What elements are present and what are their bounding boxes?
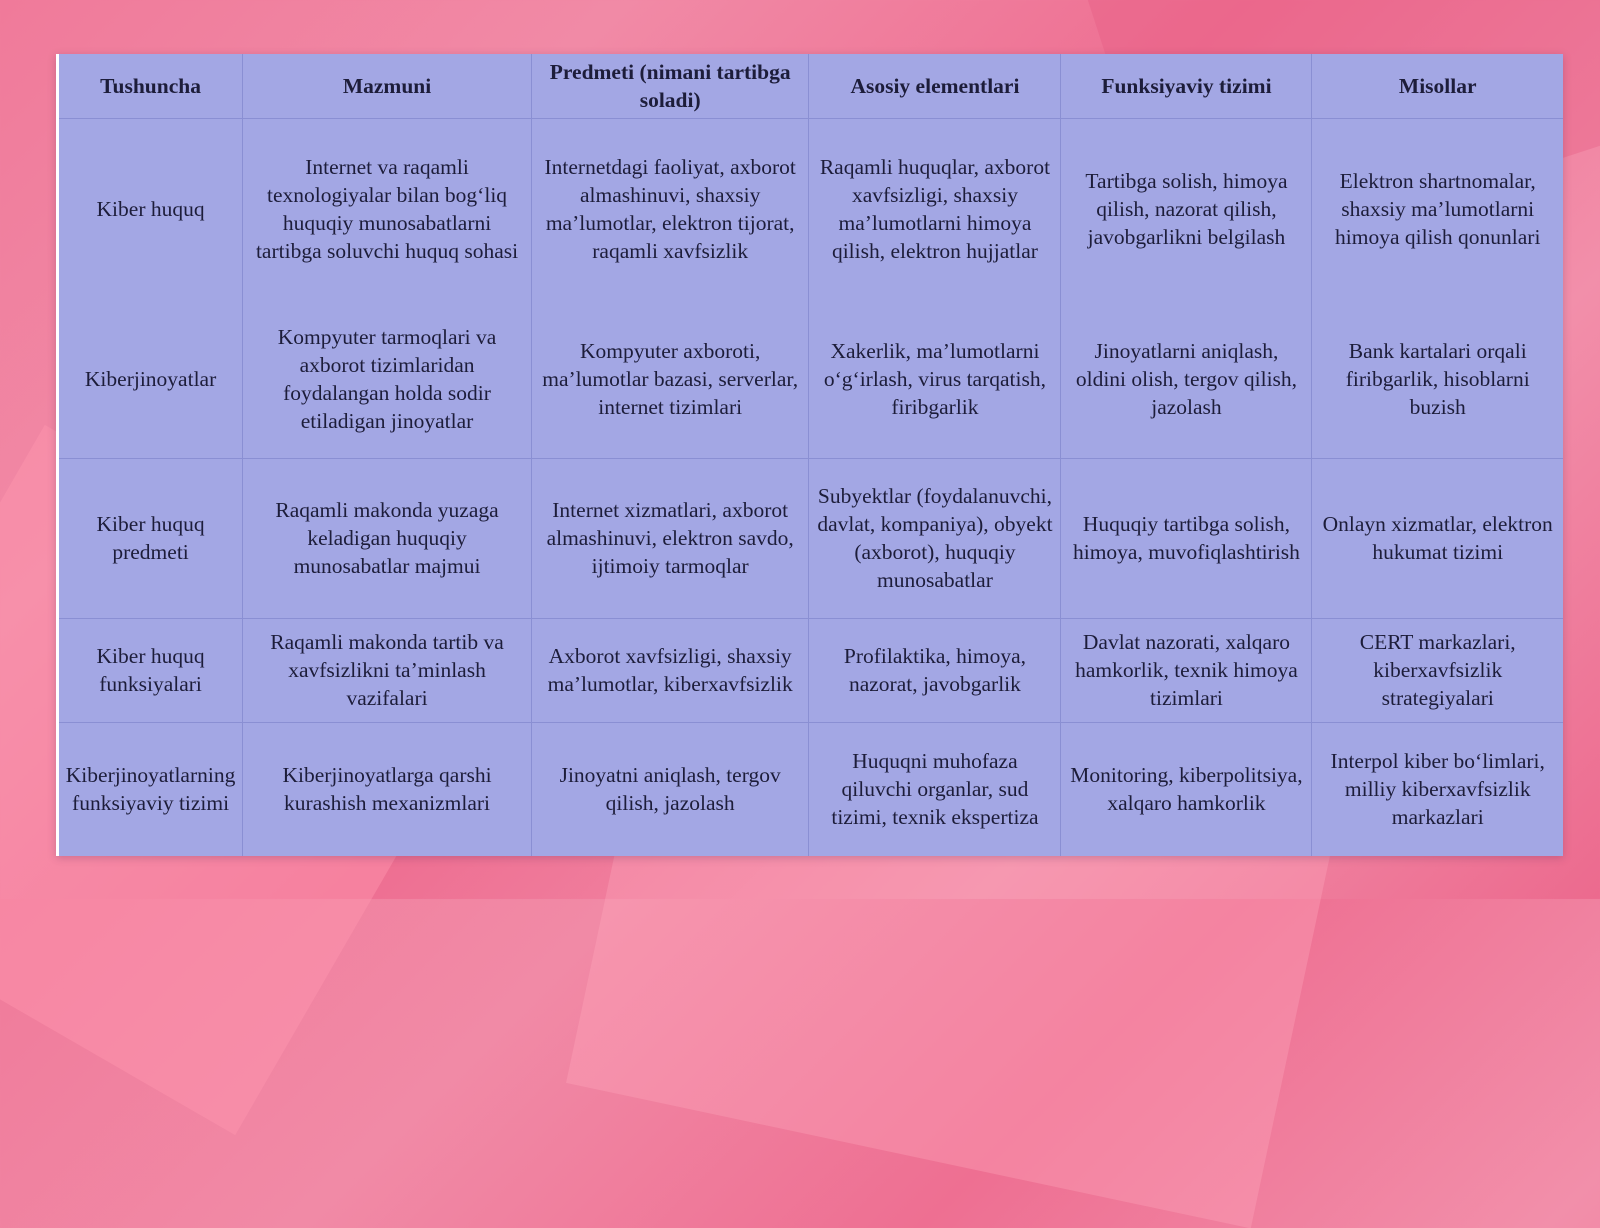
table-cell: Monitoring, kiberpolitsiya, xalqaro hamkorlik [1061,722,1312,856]
column-header: Mazmuni [243,54,532,118]
table-cell: Kiber huquq [59,118,243,300]
table-cell: Raqamli huquqlar, axborot xavfsizligi, shaxsiy ma’lumotlarni himoya qilish, elektron hujjatlar [809,118,1061,300]
table-cell: Internet xizmatlari, axborot almashinuvi, elektron savdo, ijtimoiy tarmoqlar [531,458,809,618]
table-cell: Raqamli makonda yuzaga keladigan huquqiy munosabatlar majmui [243,458,532,618]
table-cell: Subyektlar (foydalanuvchi, davlat, kompaniya), obyekt (axborot), huquqiy munosabatlar [809,458,1061,618]
column-header: Asosiy elementlari [809,54,1061,118]
table-cell: Davlat nazorati, xalqaro hamkorlik, texnik himoya tizimlari [1061,618,1312,722]
table-cell: Interpol kiber bo‘limlari, milliy kiberxavfsizlik markazlari [1330,749,1545,830]
table-cell: Kiberjinoyatlarning funksiyaviy tizimi [59,722,243,856]
table-cell: Kiberjinoyatlarga qarshi kurashish mexanizmlari [243,722,532,856]
table-row [59,300,1563,458]
comparison-table-container [56,54,1563,856]
table-cell: CERT markazlari, kiberxavfsizlik strategiyalari [1312,618,1563,722]
table-cell: Internetdagi faoliyat, axborot almashinuvi, shaxsiy ma’lumotlar, elektron tijorat, raqamli xavfsizlik [531,118,809,300]
table-cell: Tartibga solish, himoya qilish, nazorat qilish, javobgarlikni belgilash [1061,118,1312,300]
table-cell: Kiberjinoyatlar [59,300,243,458]
table-cell: Axborot xavfsizligi, shaxsiy ma’lumotlar, kiberxavfsizlik [531,618,809,722]
table-cell: Profilaktika, himoya, nazorat, javobgarlik [809,618,1061,722]
table-cell: Bank kartalari orqali firibgarlik, hisoblarni buzish [1312,300,1563,458]
table-cell: Jinoyatni aniqlash, tergov qilish, jazolash [531,722,809,856]
table-row [59,118,1563,300]
column-header: Tushuncha [59,54,243,118]
table-cell: Elektron shartnomalar, shaxsiy ma’lumotlarni himoya qilish qonunlari [1335,169,1541,250]
table-cell: Kiber huquq funksiyalari [59,618,243,722]
table-cell: Huquqni muhofaza qiluvchi organlar, sud tizimi, texnik ekspertiza [809,722,1061,856]
table-row [59,722,1563,856]
table-row [59,458,1563,618]
table-cell: Internet va raqamli texnologiyalar bilan bog‘liq huquqiy munosabatlarni tartibga soluvchi huquq sohasi [243,118,532,300]
table-cell: Raqamli makonda tartib va xavfsizlikni ta’minlash vazifalari [243,618,532,722]
table-header-row [59,54,1563,118]
table-cell: Jinoyatlarni aniqlash, oldini olish, tergov qilish, jazolash [1061,300,1312,458]
table-cell: Kompyuter tarmoqlari va axborot tizimlaridan foydalangan holda sodir etiladigan jinoyatlar [243,300,532,458]
column-header: Funksiyaviy tizimi [1061,54,1312,118]
comparison-table [59,54,1563,856]
table-cell: Kompyuter axboroti, ma’lumotlar bazasi, serverlar, internet tizimlari [531,300,809,458]
column-header: Predmeti (nimani tartibga soladi) [531,54,809,118]
table-cell: Xakerlik, ma’lumotlarni o‘g‘irlash, virus tarqatish, firibgarlik [809,300,1061,458]
table-cell: Kiber huquq predmeti [59,458,243,618]
table-row [59,618,1563,722]
table-cell: Onlayn xizmatlar, elektron hukumat tizimi [1312,458,1563,618]
column-header: Misollar [1312,54,1563,118]
table-cell: Huquqiy tartibga solish, himoya, muvofiqlashtirish [1061,458,1312,618]
